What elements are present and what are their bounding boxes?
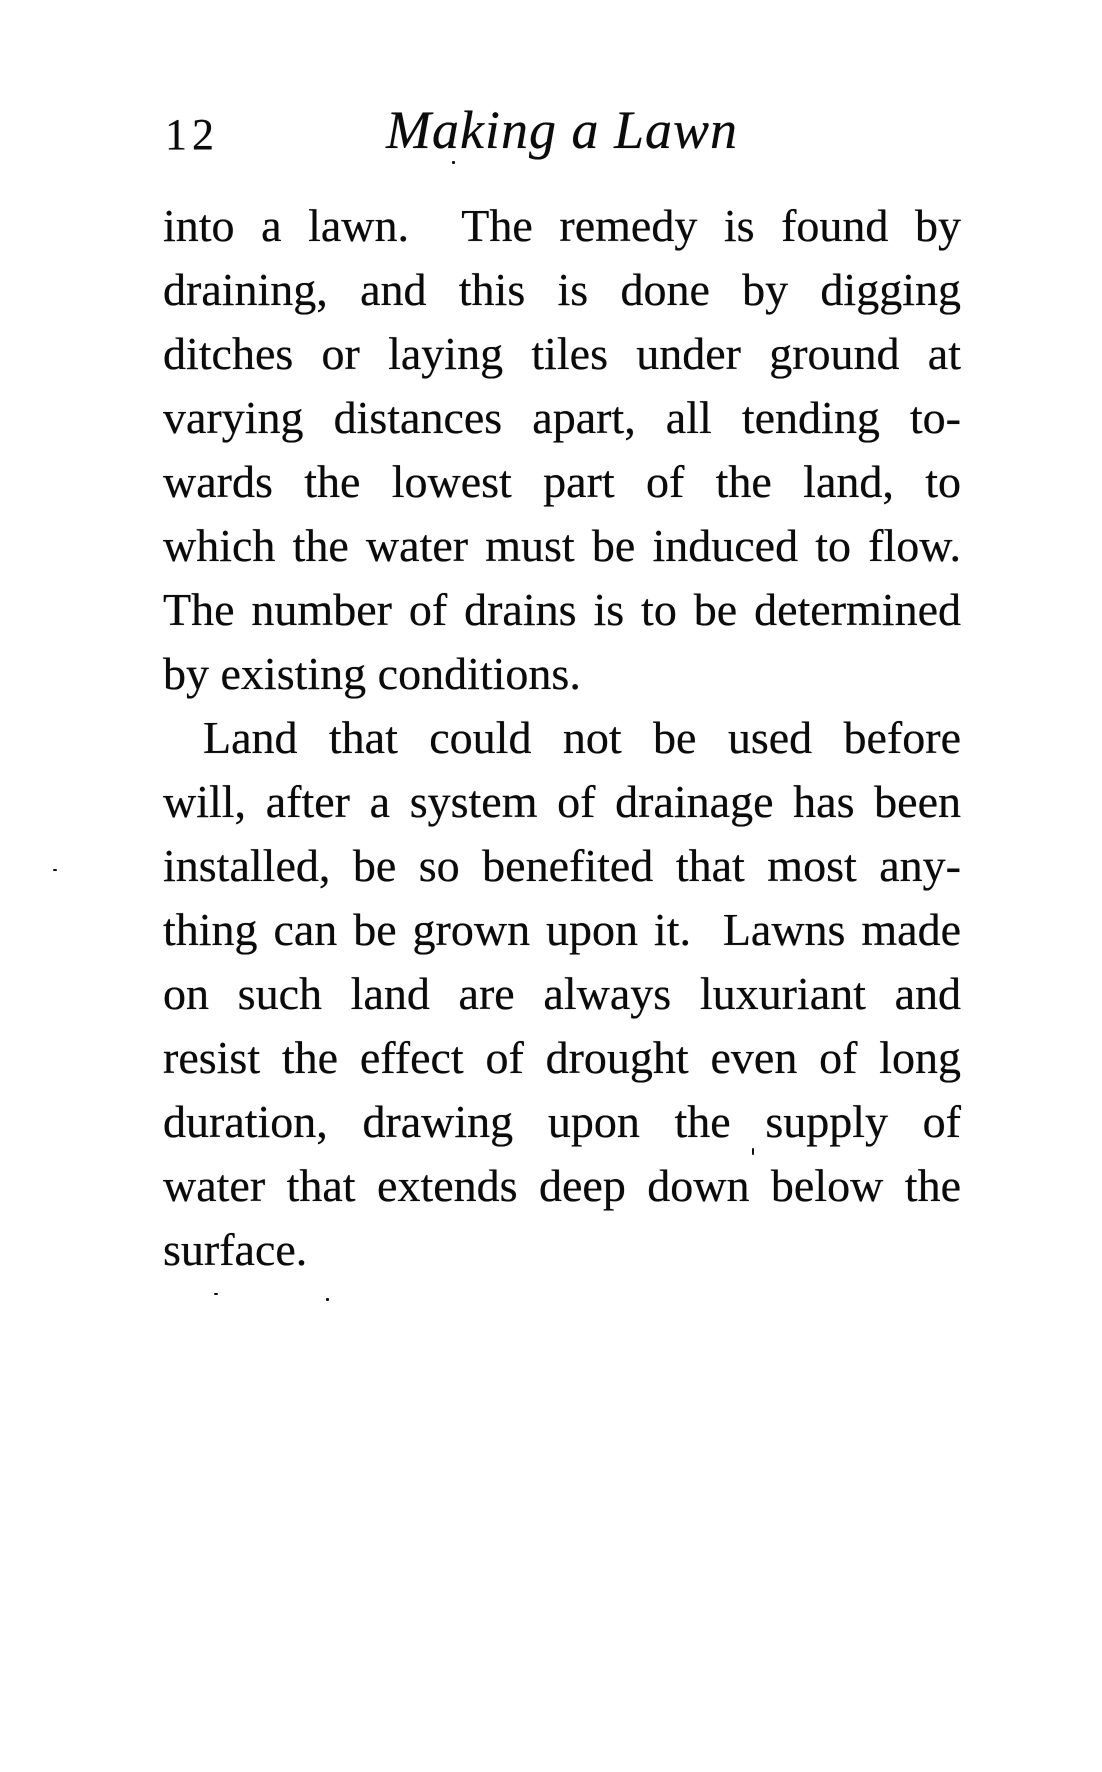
text-line: installed, be so benefited that most any- <box>163 840 961 891</box>
body-text <box>163 194 961 1282</box>
scan-speck <box>53 869 57 871</box>
text-line: wards the lowest part of the land, to <box>163 456 961 507</box>
text-line: which the water must be induced to flow. <box>163 520 961 571</box>
scan-speck <box>326 1298 329 1301</box>
text-line: on such land are always luxuriant and <box>163 968 961 1019</box>
text-line: by existing conditions. <box>163 648 581 699</box>
text-line: resist the effect of drought even of long <box>163 1032 961 1083</box>
scan-speck <box>214 1293 218 1295</box>
text-line: ditches or laying tiles under ground at <box>163 328 961 379</box>
text-line: duration, drawing upon the supply of <box>163 1096 961 1147</box>
text-line: Land that could not be used before <box>203 712 961 763</box>
text-line: thing can be grown upon it. Lawns made <box>163 904 961 955</box>
scan-speck <box>452 161 455 164</box>
text-line: The number of drains is to be determined <box>163 584 961 635</box>
page-number: 12 <box>165 110 219 159</box>
scan-speck <box>752 1148 754 1155</box>
text-line: draining, and this is done by digging <box>163 264 961 315</box>
running-title: Making a Lawn <box>385 100 738 160</box>
text-line: varying distances apart, all tending to- <box>163 392 961 443</box>
text-line: water that extends deep down below the <box>163 1160 961 1211</box>
text-line: into a lawn. The remedy is found by <box>163 200 961 251</box>
text-line: will, after a system of drainage has been <box>163 776 961 827</box>
running-header <box>163 100 961 160</box>
text-line: surface. <box>163 1224 308 1275</box>
